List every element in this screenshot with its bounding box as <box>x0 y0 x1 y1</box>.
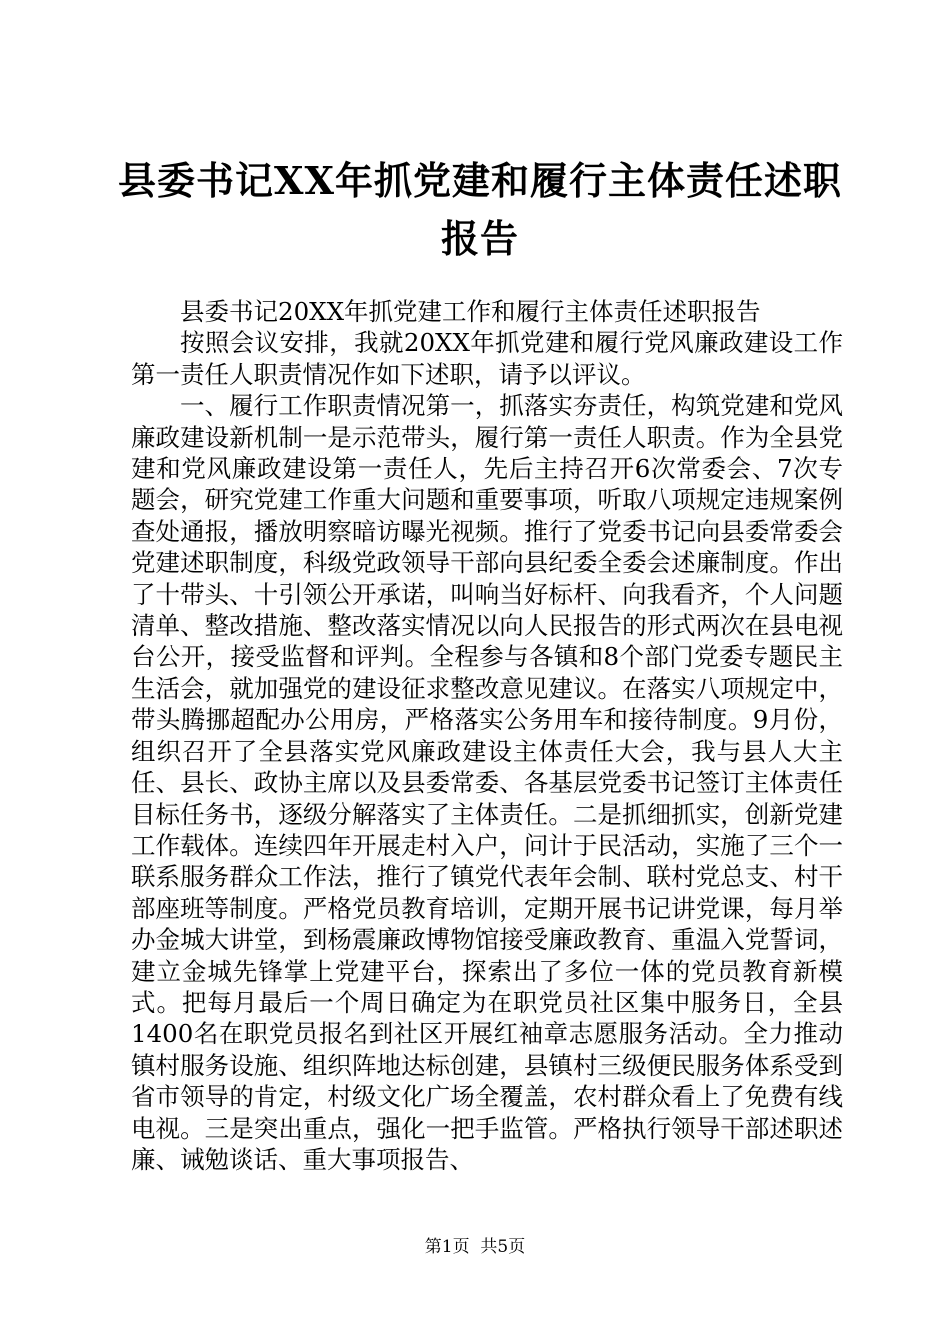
footer-spacer <box>470 1237 481 1257</box>
page-footer <box>0 1237 950 1257</box>
document-body <box>131 296 843 1175</box>
document-title: 县委书记XX年抓党建和履行主体责任述职报告 <box>118 158 842 261</box>
paragraph-intro: 按照会议安排，我就20XX年抓党建和履行党风廉政建设工作第一责任人职责情况作如下述职，请予以评议。 <box>131 328 843 389</box>
page-number: 第1页 <box>424 1237 470 1257</box>
paragraph-subtitle: 县委书记20XX年抓党建工作和履行主体责任述职报告 <box>180 297 761 326</box>
paragraph-main: 一、履行工作职责情况第一，抓落实夯责任，构筑党建和党风廉政建设新机制一是示范带头，履行第一责任人职责。作为全县党建和党风廉政建设第一责任人，先后主持召开6次常委会、7次专题会，研究党建工作重大问题和重要事项，听取八项规定违规案例查处通报，播放明察暗访曝光视频。推行了党委书记向县委常委会党建述职制度，科级党政领导干部向县纪委全委会述廉制度。作出了十带头、十引领公开承诺，叫响当好标杆、向我看齐，个人问题清单、整改措施、整改落实情况以向人民报告的形式两次在县电视台公开，接受监督和评判。全程参与各镇和8个部门党委专题民主生活会，就加强党的建设征求整改意见建议。在落实八项规定中，带头腾挪超配办公用房，严格落实公务用车和接待制度。9月份，组织召开了全县落实党风廉政建设主体责任大会，我与县人大主任、县长、政协主席以及县委常委、各基层党委书记签订主体责任目标任务书，逐级分解落实了主体责任。二是抓细抓实，创新党建工作载体。连续四年开展走村入户，问计于民活动，实施了三个一联系服务群众工作法，推行了镇党代表年会制、联村党总支、村干部座班等制度。严格党员教育培训，定期开展书记讲党课，每月举办金城大讲堂，到杨震廉政博物馆接受廉政教育、重温入党誓词，建立金城先锋掌上党建平台，探索出了多位一体的党员教育新模式。把每月最后一个周日确定为在职党员社区集中服务日，全县1400名在职党员报名到社区开展红袖章志愿服务活动。全力推动镇村服务设施、组织阵地达标创建，县镇村三级便民服务体系受到省市领导的肯定，村级文化广场全覆盖，农村群众看上了免费有线电视。三是突出重点，强化一把手监管。严格执行领导干部述职述廉、诫勉谈话、重大事项报告、 <box>131 391 843 1174</box>
total-pages: 共5页 <box>480 1237 526 1257</box>
